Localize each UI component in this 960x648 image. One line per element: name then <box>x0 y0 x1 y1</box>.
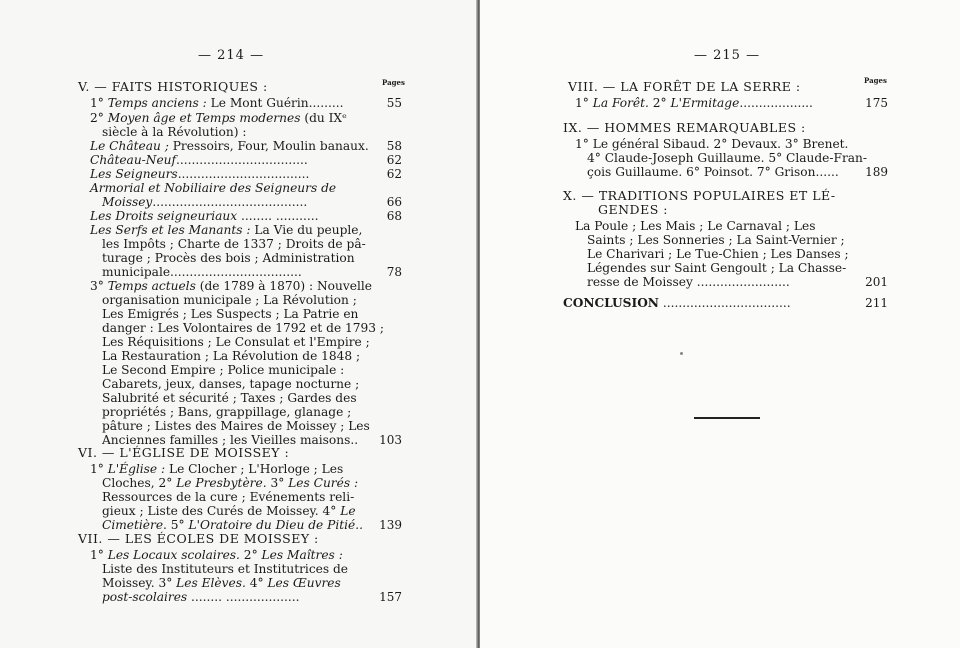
left-page <box>0 0 478 648</box>
toc-line-text: organisation municipale ; La Révolution ; <box>102 293 357 307</box>
toc-line-text: Cloches, 2° <box>102 476 177 490</box>
right-page <box>480 0 960 648</box>
toc-line-text: La Vie du peuple, <box>250 223 363 237</box>
toc-line-text: V. — FAITS HISTORIQUES : <box>78 79 268 94</box>
toc-line-text: ........ ........... <box>237 209 319 223</box>
toc-line <box>102 307 358 321</box>
pages-header-left: Pages <box>382 78 405 87</box>
toc-line <box>90 223 362 237</box>
toc-line-text: VII. — LES ÉCOLES DE MOISSEY : <box>78 531 319 546</box>
toc-line <box>102 293 357 307</box>
toc-line <box>90 548 343 562</box>
page-ref-number: 201 <box>865 275 888 289</box>
toc-line-text: Le Presbytère. <box>176 476 267 490</box>
toc-line <box>102 377 359 391</box>
toc-line-text: Les Serfs et les Manants : <box>90 223 251 237</box>
toc-line-text: La Poule ; Les Mais ; Le Carnaval ; Les <box>575 219 816 233</box>
toc-line <box>102 590 300 604</box>
toc-line <box>90 167 309 181</box>
toc-line <box>102 419 370 433</box>
toc-line <box>102 391 357 405</box>
toc-line <box>563 121 806 135</box>
toc-line <box>102 265 302 279</box>
toc-line-text: CONCLUSION <box>563 296 659 310</box>
toc-line <box>102 237 366 251</box>
toc-line-text: Légendes sur Saint Gengoult ; La Chasse- <box>587 261 847 275</box>
page-ref-number: 66 <box>386 195 402 209</box>
toc-line-text: Moyen âge et Temps modernes <box>107 111 301 125</box>
toc-line <box>102 476 358 490</box>
toc-line-text: çois Guillaume. 6° Poinsot. 7° Grison...... <box>587 165 839 179</box>
toc-line-text: Le Clocher ; L'Horloge ; Les <box>165 462 344 476</box>
toc-line-text: Les Droits seigneuriaux <box>90 209 238 223</box>
toc-line <box>90 111 347 125</box>
page-ref-number: 62 <box>386 167 402 181</box>
toc-line <box>78 532 319 546</box>
toc-line-text: Les Elèves. <box>176 576 246 590</box>
toc-line-text: danger : Les Volontaires de 1792 et de 1793 ; <box>102 321 385 335</box>
toc-line-text: resse de Moissey ........................ <box>587 275 790 289</box>
toc-line <box>102 349 360 363</box>
toc-line-text: 3° <box>266 476 289 490</box>
toc-line-text: GENDES : <box>598 202 668 217</box>
toc-line-text: Ressources de la cure ; Evénements reli- <box>102 490 355 504</box>
toc-line <box>575 219 815 233</box>
toc-line <box>587 165 839 179</box>
toc-line <box>598 203 668 217</box>
toc-line-text: 2° <box>90 111 108 125</box>
toc-line <box>568 80 801 94</box>
toc-line-text: Les Curés : <box>288 476 359 490</box>
toc-line-text: (du IXᵉ <box>300 111 347 125</box>
toc-line-text: Les Locaux scolaires. <box>107 548 240 562</box>
toc-line-text: Le Second Empire ; Police municipale : <box>102 363 345 377</box>
toc-line <box>102 405 351 419</box>
toc-line-text: .................................. <box>176 153 308 167</box>
page-ref-number: 55 <box>386 96 402 110</box>
toc-line-text: Les Réquisitions ; Le Consulat et l'Empire ; <box>102 335 370 349</box>
toc-line <box>90 462 343 476</box>
pages-header-right: Pages <box>864 76 887 85</box>
toc-line-text: Temps actuels <box>107 279 196 293</box>
toc-line <box>102 195 307 209</box>
toc-line <box>575 96 813 110</box>
toc-line <box>102 518 363 532</box>
toc-line-text: gieux ; Liste des Curés de Moissey. 4° <box>102 504 341 518</box>
toc-line-text: ................... <box>739 96 813 110</box>
toc-line-text: Le Mont Guérin......... <box>206 96 344 110</box>
toc-line-text: ........ ................... <box>187 590 300 604</box>
page-ref-number: 103 <box>379 433 402 447</box>
toc-line-text: post-scolaires <box>102 590 188 604</box>
toc-line-text: La Forêt. <box>592 96 649 110</box>
toc-line-text: Les Emigrés ; Les Suspects ; La Patrie en <box>102 307 359 321</box>
toc-line-text: 2° <box>239 548 262 562</box>
page-ref-number: 68 <box>386 209 402 223</box>
toc-line-text: La Restauration ; La Révolution de 1848 ; <box>102 349 361 363</box>
toc-line-text: propriétés ; Bans, grappillage, glanage ; <box>102 405 352 419</box>
page-ref-number: 211 <box>865 296 888 310</box>
page-ref-number: 157 <box>379 590 402 604</box>
toc-line-text: VIII. — LA FORÊT DE LA SERRE : <box>568 79 801 94</box>
toc-line <box>90 181 336 195</box>
toc-line <box>102 321 384 335</box>
toc-line-text: Liste des Instituteurs et Institutrices de <box>102 562 348 576</box>
toc-line <box>102 125 246 139</box>
toc-line <box>102 363 344 377</box>
page-ref-number: 139 <box>379 518 402 532</box>
page-ref-number: 189 <box>865 165 888 179</box>
toc-line-text: 4° <box>245 576 268 590</box>
page-ref-number: 175 <box>865 96 888 110</box>
toc-line <box>587 261 846 275</box>
toc-line <box>90 279 372 293</box>
toc-line-text: Les Seigneurs <box>90 167 178 181</box>
toc-line-text: IX. — HOMMES REMARQUABLES : <box>563 120 806 135</box>
toc-line <box>563 296 791 310</box>
toc-line-text: 1° <box>90 462 108 476</box>
toc-line <box>587 275 790 289</box>
toc-line-text: Les Maîtres : <box>261 548 343 562</box>
toc-line <box>102 576 341 590</box>
toc-line-text: Moissey <box>102 195 153 209</box>
toc-line-text: L'Oratoire du Dieu de Pitié.. <box>188 518 363 532</box>
toc-line-text: 3° <box>90 279 108 293</box>
speck <box>680 352 683 355</box>
toc-line-text: 2° <box>648 96 671 110</box>
toc-line-text: 1° <box>90 548 108 562</box>
toc-line-text: (de 1789 à 1870) : Nouvelle <box>195 279 372 293</box>
toc-line <box>90 96 344 110</box>
toc-line-text: Pressoirs, Four, Moulin banaux. <box>168 139 369 153</box>
closing-rule <box>694 417 760 419</box>
page-ref-number: 58 <box>386 139 402 153</box>
toc-line-text: 1° <box>575 96 593 110</box>
toc-line-text: ........................................ <box>152 195 308 209</box>
toc-line-text: 4° Claude-Joseph Guillaume. 5° Claude-Fran- <box>587 151 868 165</box>
toc-line-text: turage ; Procès des bois ; Administration <box>102 251 355 265</box>
toc-line <box>78 80 268 94</box>
toc-line-text: L'Ermitage <box>670 96 740 110</box>
toc-line <box>102 562 348 576</box>
toc-line-text: VI. — L'ÉGLISE DE MOISSEY : <box>78 445 290 460</box>
toc-line-text: Château-Neuf <box>90 153 177 167</box>
toc-line-text: Le Charivari ; Le Tue-Chien ; Les Danses ; <box>587 247 849 261</box>
toc-line-text: ................................. <box>658 296 791 310</box>
toc-line-text: Temps anciens : <box>107 96 207 110</box>
toc-line-text: Moissey. 3° <box>102 576 177 590</box>
toc-line-text: Cimetière <box>102 518 164 532</box>
toc-line-text: Armorial et Nobiliaire des Seigneurs de <box>90 181 337 195</box>
toc-line <box>102 251 355 265</box>
toc-line <box>102 335 370 349</box>
page-number-right: — 215 — <box>694 48 761 63</box>
toc-line-text: pâture ; Listes des Maires de Moissey ; Les <box>102 419 370 433</box>
toc-line <box>90 139 369 153</box>
toc-line-text: .................................. <box>177 167 310 181</box>
page-ref-number: 62 <box>386 153 402 167</box>
toc-line-text: . 5° <box>163 518 189 532</box>
toc-line-text: X. — TRADITIONS POPULAIRES ET LÉ- <box>563 188 836 203</box>
toc-line-text: municipale.................................. <box>102 265 302 279</box>
toc-line-text: Les Œuvres <box>267 576 341 590</box>
toc-line-text: Saints ; Les Sonneries ; La Saint-Vernier ; <box>587 233 845 247</box>
toc-line <box>90 209 318 223</box>
toc-line <box>102 490 354 504</box>
toc-line <box>587 233 845 247</box>
toc-line-text: Anciennes familles ; les Vieilles maisons.. <box>102 433 359 447</box>
toc-line-text: Cabarets, jeux, danses, tapage nocturne ; <box>102 377 360 391</box>
toc-line <box>587 247 849 261</box>
toc-line <box>102 504 356 518</box>
page-ref-number: 78 <box>386 265 402 279</box>
toc-line-text: les Impôts ; Charte de 1337 ; Droits de pâ- <box>102 237 366 251</box>
page-number-left: — 214 — <box>198 48 265 63</box>
toc-line-text: 1° Le général Sibaud. 2° Devaux. 3° Brenet. <box>575 137 849 151</box>
toc-line-text: 1° <box>90 96 108 110</box>
toc-line-text: L'Église : <box>107 462 166 476</box>
toc-line <box>90 153 308 167</box>
toc-line-text: Le <box>340 504 356 518</box>
toc-line <box>575 137 848 151</box>
toc-line <box>563 189 836 203</box>
toc-line-text: siècle à la Révolution) : <box>102 125 247 139</box>
toc-line <box>587 151 867 165</box>
toc-line <box>78 446 289 460</box>
toc-line-text: Le Château ; <box>90 139 169 153</box>
toc-line-text: Salubrité et sécurité ; Taxes ; Gardes des <box>102 391 357 405</box>
